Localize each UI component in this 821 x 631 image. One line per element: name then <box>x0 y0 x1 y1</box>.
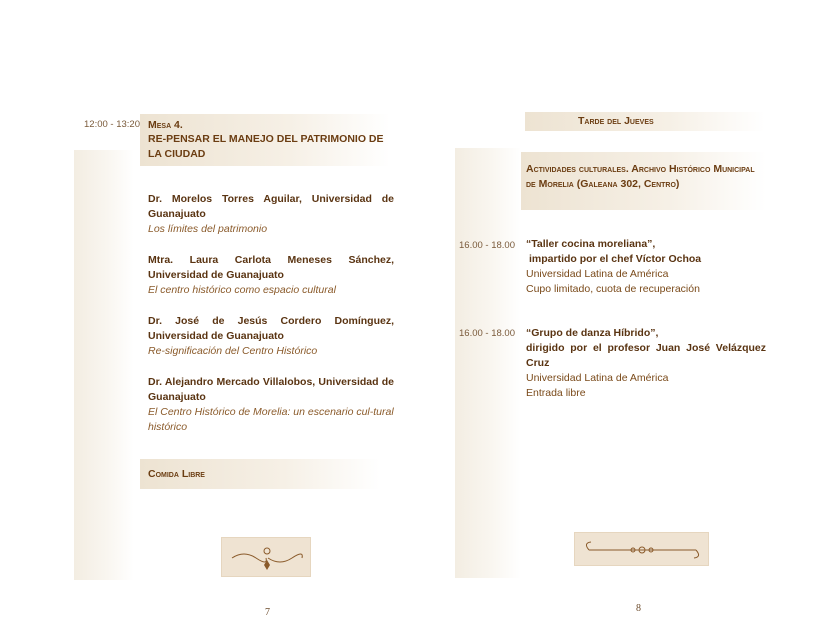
event-subtitle: impartido por el chef Víctor Ochoa <box>529 253 702 265</box>
event-time: 16.00 - 18.00 <box>459 328 515 339</box>
event-detail: Universidad Latina de América <box>526 268 669 280</box>
event-entry <box>526 237 766 297</box>
speaker-topic: El centro histórico como espacio cultural <box>148 284 336 296</box>
speaker-topic: Re-significación del Centro Histórico <box>148 345 318 357</box>
speaker-name: Mtra. Laura Carlota Meneses Sánchez, Universidad de Guanajuato <box>148 254 394 281</box>
speaker-topic: Los límites del patrimonio <box>148 223 268 235</box>
session-time: 12:00 - 13:20 <box>84 119 140 130</box>
session-title: RE-PENSAR EL MANEJO DEL PATRIMONIO DE LA CIUDAD <box>148 133 384 160</box>
speaker-entry <box>148 192 394 237</box>
right-margin-strip <box>455 148 521 578</box>
speaker-topic: El Centro Histórico de Morelia: un escenario cul-tural histórico <box>148 406 394 433</box>
speaker-entry <box>148 253 394 298</box>
ornament-right <box>574 532 709 566</box>
event-entry <box>526 326 766 401</box>
event-detail: Cupo limitado, cuota de recuperación <box>526 283 700 295</box>
speaker-entry <box>148 314 394 359</box>
event-title: “Grupo de danza Híbrido”, <box>526 327 659 339</box>
lunch-label: Comida Libre <box>148 468 205 480</box>
left-margin-strip <box>74 150 134 580</box>
speaker-name: Dr. José de Jesús Cordero Domínguez, Universidad de Guanajuato <box>148 315 394 342</box>
session-label: Mesa 4. <box>148 119 183 131</box>
page-number-right: 8 <box>636 603 641 614</box>
afternoon-header: Tarde del Jueves <box>578 115 654 127</box>
ornament-left <box>221 537 311 577</box>
speaker-entry <box>148 375 394 435</box>
section-title: Actividades culturales. Archivo Histórico Municipal de Morelia (Galeana 302, Centro) <box>526 163 755 190</box>
event-subtitle: dirigido por el profesor Juan José Velázquez Cruz <box>526 342 766 369</box>
flourish-icon <box>575 533 710 567</box>
event-detail: Universidad Latina de América <box>526 372 669 384</box>
speaker-name: Dr. Morelos Torres Aguilar, Universidad de Guanajuato <box>148 193 394 220</box>
speaker-name: Dr. Alejandro Mercado Villalobos, Universidad de Guanajuato <box>148 376 394 403</box>
event-title: “Taller cocina moreliana”, <box>526 238 656 250</box>
page-number-left: 7 <box>265 607 270 618</box>
event-time: 16.00 - 18.00 <box>459 240 515 251</box>
event-detail: Entrada libre <box>526 387 586 399</box>
flourish-icon <box>222 538 312 578</box>
